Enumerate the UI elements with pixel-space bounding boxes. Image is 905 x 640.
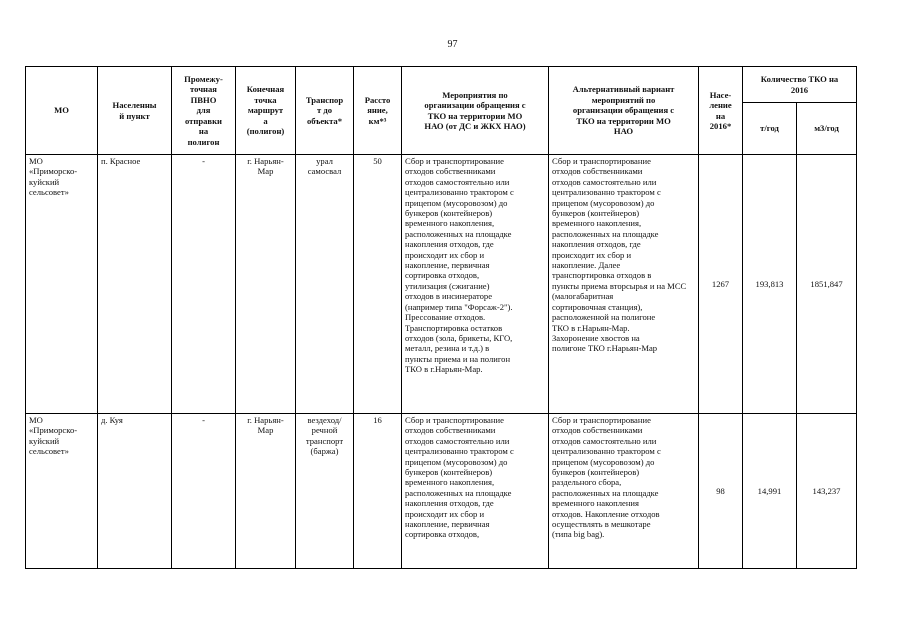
header-alternative: Альтернативный вариант мероприятий по организации обращения с ТКО на территории МО НАО <box>549 67 699 155</box>
cell-population: 1267 <box>699 155 743 414</box>
cell-m3-year: 143,237 <box>797 414 857 569</box>
header-end-point: Конечная точка маршрут а (полигон) <box>236 67 296 155</box>
header-m3-year: м3/год <box>797 103 857 155</box>
cell-measures: Сбор и транспортирование отходов собственниками отходов самостоятельно или централизованно трактором с прицепом (мусоровозом) до бункеров (контейнеров) временного накопления, расположенных на площадке накопления отходов, где происходит их сбор и накопление, первичная сортировка отходов, <box>402 414 549 569</box>
cell-t-year: 14,991 <box>743 414 797 569</box>
cell-distance: 50 <box>354 155 402 414</box>
cell-t-year: 193,813 <box>743 155 797 414</box>
header-measures: Мероприятия по организации обращения с ТКО на территории МО НАО (от ДС и ЖКХ НАО) <box>402 67 549 155</box>
header-t-year: т/год <box>743 103 797 155</box>
cell-intermediate: - <box>172 414 236 569</box>
header-population: Насе- ление на 2016* <box>699 67 743 155</box>
page-number: 97 <box>447 39 458 50</box>
cell-settlement: д. Куя <box>98 414 172 569</box>
tko-table <box>25 66 857 569</box>
header-row-1 <box>26 67 857 103</box>
cell-population: 98 <box>699 414 743 569</box>
cell-end-point: г. Нарьян- Мар <box>236 414 296 569</box>
header-distance: Рассто яние, км*³ <box>354 67 402 155</box>
cell-measures: Сбор и транспортирование отходов собственниками отходов самостоятельно или централизованно трактором с прицепом (мусоровозом) до бункеров (контейнеров) временного накопления, расположенных на площадке накопления отходов, где происходит их сбор и накопление, первичная сортировка отходов, утилизация (сжигание) отходов в инсинераторе (например типа "Форсаж-2"). Прессование отходов. Транспортировка остатков отходов (зола, брикеты, КГО, металл, резина и т.д.) в пункты приема и на полигон ТКО в г.Нарьян-Мар. <box>402 155 549 414</box>
cell-mo: МО «Приморско- куйский сельсовет» <box>26 414 98 569</box>
header-tko-amount: Количество ТКО на 2016 <box>743 67 857 103</box>
cell-end-point: г. Нарьян- Мар <box>236 155 296 414</box>
cell-alternative: Сбор и транспортирование отходов собственниками отходов самостоятельно или централизованно трактором с прицепом (мусоровозом) до бункеров (контейнеров) раздельного сбора, расположенных на площадке временного накопления отходов. Накопление отходов осуществлять в мешкотаре (типа big bag). <box>549 414 699 569</box>
cell-mo: МО «Приморско- куйский сельсовет» <box>26 155 98 414</box>
header-settlement: Населенны й пункт <box>98 67 172 155</box>
header-intermediate: Промежу- точная ПВНО для отправки на полигон <box>172 67 236 155</box>
header-transport: Транспор т до объекта* <box>296 67 354 155</box>
cell-intermediate: - <box>172 155 236 414</box>
cell-m3-year: 1851,847 <box>797 155 857 414</box>
cell-transport: урал самосвал <box>296 155 354 414</box>
table-row <box>26 414 857 569</box>
cell-transport: вездеход/ речной транспорт (баржа) <box>296 414 354 569</box>
cell-alternative: Сбор и транспортирование отходов собственниками отходов самостоятельно или централизованно трактором с прицепом (мусоровозом) до бункеров (контейнеров) временного накопления, расположенных на площадке накопления отходов, где происходит их сбор и накопление. Далее транспортировка отходов в пункты приема вторсырья и на МСС (малогабаритная сортировочная станция), расположенной на полигоне ТКО в г.Нарьян-Мар. Захоронение хвостов на полигоне ТКО г.Нарьян-Мар <box>549 155 699 414</box>
cell-settlement: п. Красное <box>98 155 172 414</box>
cell-distance: 16 <box>354 414 402 569</box>
table-row <box>26 155 857 414</box>
header-mo: МО <box>26 67 98 155</box>
